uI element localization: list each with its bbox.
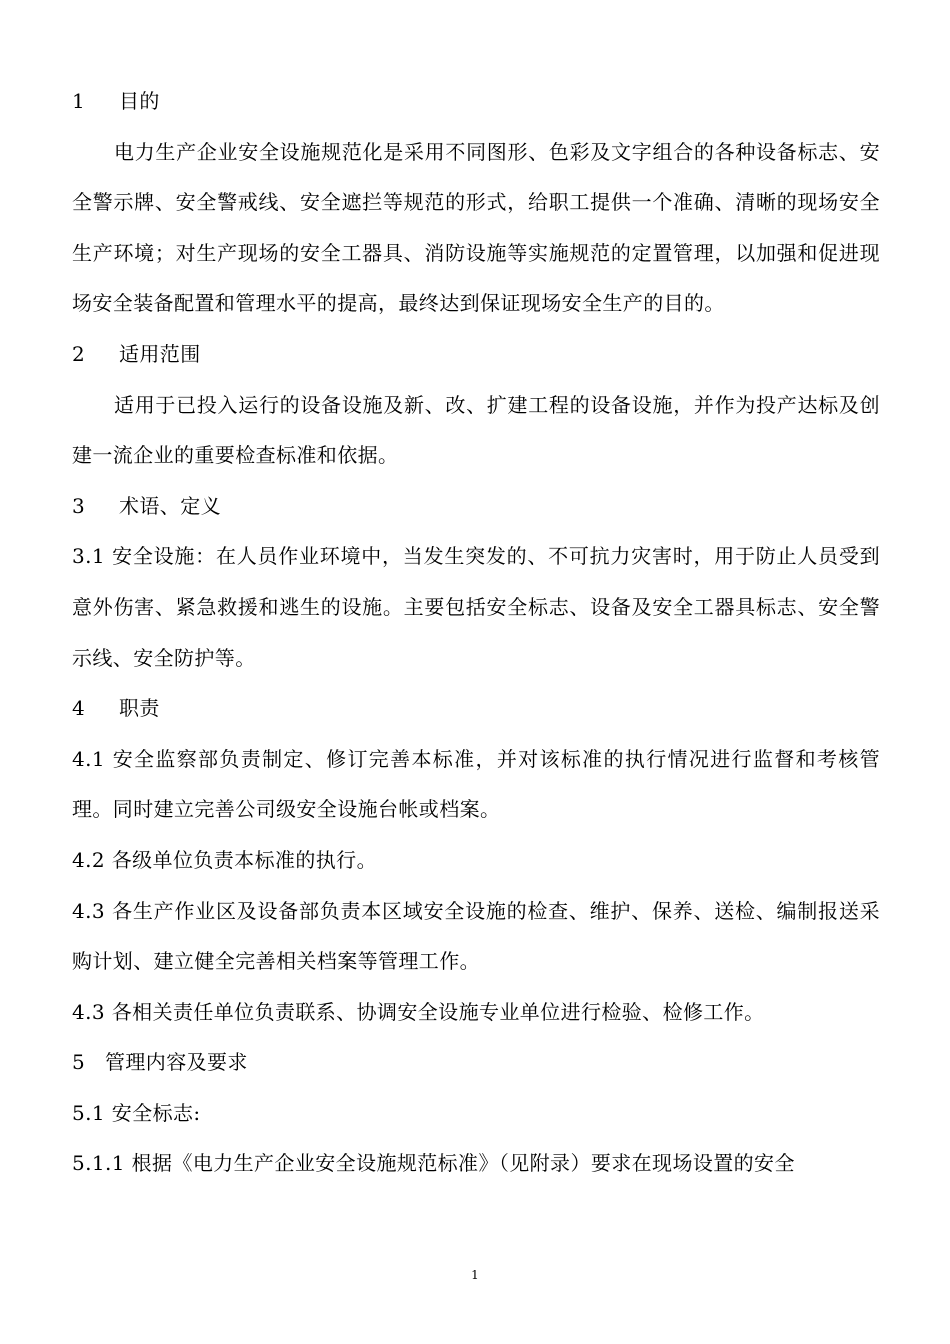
paragraph-scope: 适用于已投入运行的设备设施及新、改、扩建工程的设备设施，并作为投产达标及创建一流企业的重要检查标准和依据。 xyxy=(72,392,880,468)
section-title: 管理内容及要求 xyxy=(105,1050,248,1075)
paragraph-5-1: 5.1 安全标志: xyxy=(72,1100,201,1125)
paragraph-4-3b: 4.3 各相关责任单位负责联系、协调安全设施专业单位进行检验、检修工作。 xyxy=(72,999,765,1024)
section-number: 3 xyxy=(72,493,86,518)
section-title: 适用范围 xyxy=(119,341,201,366)
paragraph-3-1: 3.1 安全设施：在人员作业环境中，当发生突发的、不可抗力灾害时，用于防止人员受到意外伤害、紧急救援和逃生的设施。主要包括安全标志、设备及安全工器具标志、安全警示线、安全防护等。 xyxy=(72,544,880,670)
page-number: 1 xyxy=(471,1268,479,1282)
section-number: 1 xyxy=(72,89,86,113)
section-title: 目的 xyxy=(119,89,160,113)
section-title: 术语、定义 xyxy=(119,493,221,518)
paragraph-4-2: 4.2 各级单位负责本标准的执行。 xyxy=(72,847,377,872)
paragraph-purpose: 电力生产企业安全设施规范化是采用不同图形、色彩及文字组合的各种设备标志、安全警示牌、安全警戒线、安全遮拦等规范的形式，给职工提供一个准确、清晰的现场安全生产环境；对生产现场的安全工器具、消防设施等实施规范的定置管理，以加强和促进现场安全装备配置和管理水平的提高，最终达到保证现场安全生产的目的。 xyxy=(72,139,880,316)
section-heading-5 xyxy=(72,1037,880,1088)
section-number: 5 xyxy=(72,1050,86,1075)
section-number: 4 xyxy=(72,696,86,721)
section-heading-2 xyxy=(72,329,880,380)
section-heading-1 xyxy=(72,76,880,127)
section-heading-4 xyxy=(72,683,880,734)
paragraph-5-1-1: 5.1.1 根据《电力生产企业安全设施规范标准》（见附录）要求在现场设置的安全 xyxy=(72,1151,795,1176)
paragraph-4-3a: 4.3 各生产作业区及设备部负责本区域安全设施的检查、维护、保养、送检、编制报送采购计划、建立健全完善相关档案等管理工作。 xyxy=(72,898,880,974)
paragraph-4-1: 4.1 安全监察部负责制定、修订完善本标准，并对该标准的执行情况进行监督和考核管理。同时建立完善公司级安全设施台帐或档案。 xyxy=(72,746,880,822)
document-body xyxy=(72,76,880,1189)
section-number: 2 xyxy=(72,341,86,366)
section-title: 职责 xyxy=(119,696,160,721)
section-heading-3 xyxy=(72,481,880,532)
